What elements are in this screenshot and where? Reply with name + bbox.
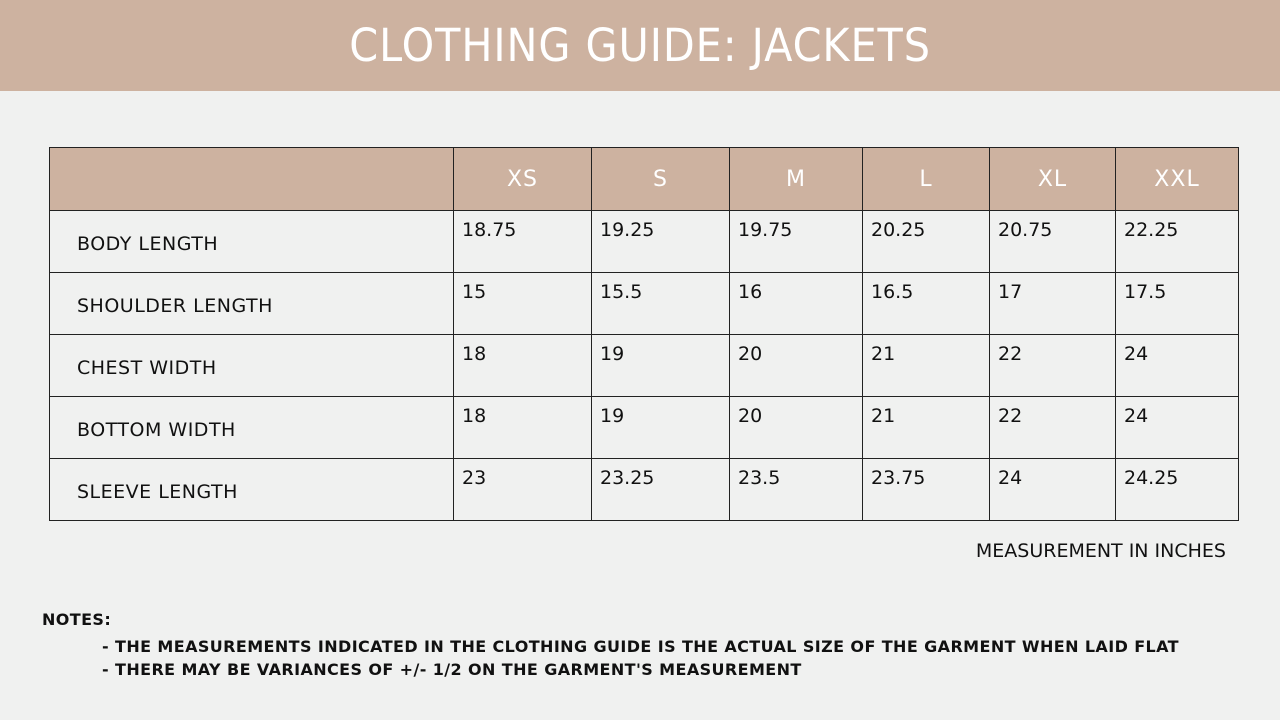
table-cell: 19.25 bbox=[592, 211, 730, 273]
table-cell: 15.5 bbox=[592, 273, 730, 335]
row-label-chest-width: CHEST WIDTH bbox=[50, 335, 454, 397]
table-cell: 23.25 bbox=[592, 459, 730, 521]
page-title: CLOTHING GUIDE: JACKETS bbox=[349, 19, 931, 72]
table-cell: 22 bbox=[990, 335, 1116, 397]
size-header-s: S bbox=[592, 148, 730, 211]
table-cell: 19 bbox=[592, 397, 730, 459]
table-row bbox=[50, 273, 1239, 335]
size-header-xs: XS bbox=[454, 148, 592, 211]
table-cell: 24.25 bbox=[1116, 459, 1239, 521]
row-label-bottom-width: BOTTOM WIDTH bbox=[50, 397, 454, 459]
table-cell: 21 bbox=[863, 397, 990, 459]
title-banner bbox=[0, 0, 1280, 91]
size-header-xxl: XXL bbox=[1116, 148, 1239, 211]
size-header-m: M bbox=[730, 148, 863, 211]
table-cell: 24 bbox=[1116, 335, 1239, 397]
table-cell: 24 bbox=[990, 459, 1116, 521]
notes-section bbox=[42, 610, 1179, 681]
table-cell: 19 bbox=[592, 335, 730, 397]
note-line: - THERE MAY BE VARIANCES OF +/- 1/2 ON THE GARMENT'S MEASUREMENT bbox=[102, 660, 802, 679]
table-cell: 21 bbox=[863, 335, 990, 397]
table-cell: 20 bbox=[730, 335, 863, 397]
table-header-row bbox=[50, 148, 1239, 211]
size-header-l: L bbox=[863, 148, 990, 211]
table-row bbox=[50, 459, 1239, 521]
table-row bbox=[50, 397, 1239, 459]
row-label-shoulder-length: SHOULDER LENGTH bbox=[50, 273, 454, 335]
table-cell: 23.75 bbox=[863, 459, 990, 521]
table-cell: 23 bbox=[454, 459, 592, 521]
row-label-sleeve-length: SLEEVE LENGTH bbox=[50, 459, 454, 521]
size-header-xl: XL bbox=[990, 148, 1116, 211]
table-cell: 18 bbox=[454, 335, 592, 397]
table-cell: 15 bbox=[454, 273, 592, 335]
table-cell: 16.5 bbox=[863, 273, 990, 335]
table-cell: 18.75 bbox=[454, 211, 592, 273]
header-blank-cell bbox=[50, 148, 454, 211]
table-cell: 24 bbox=[1116, 397, 1239, 459]
table-row bbox=[50, 211, 1239, 273]
table-cell: 19.75 bbox=[730, 211, 863, 273]
table-cell: 22.25 bbox=[1116, 211, 1239, 273]
table-cell: 17 bbox=[990, 273, 1116, 335]
note-line: - THE MEASUREMENTS INDICATED IN THE CLOTHING GUIDE IS THE ACTUAL SIZE OF THE GARMENT WHEN LAID FLAT bbox=[102, 637, 1179, 656]
table-cell: 20 bbox=[730, 397, 863, 459]
size-chart-table bbox=[49, 147, 1239, 521]
row-label-body-length: BODY LENGTH bbox=[50, 211, 454, 273]
table-cell: 20.25 bbox=[863, 211, 990, 273]
table-cell: 17.5 bbox=[1116, 273, 1239, 335]
table-cell: 18 bbox=[454, 397, 592, 459]
table-cell: 20.75 bbox=[990, 211, 1116, 273]
table-cell: 22 bbox=[990, 397, 1116, 459]
table-row bbox=[50, 335, 1239, 397]
notes-title: NOTES: bbox=[42, 610, 112, 629]
measurement-unit-note: MEASUREMENT IN INCHES bbox=[975, 540, 1226, 562]
table-cell: 23.5 bbox=[730, 459, 863, 521]
table-cell: 16 bbox=[730, 273, 863, 335]
